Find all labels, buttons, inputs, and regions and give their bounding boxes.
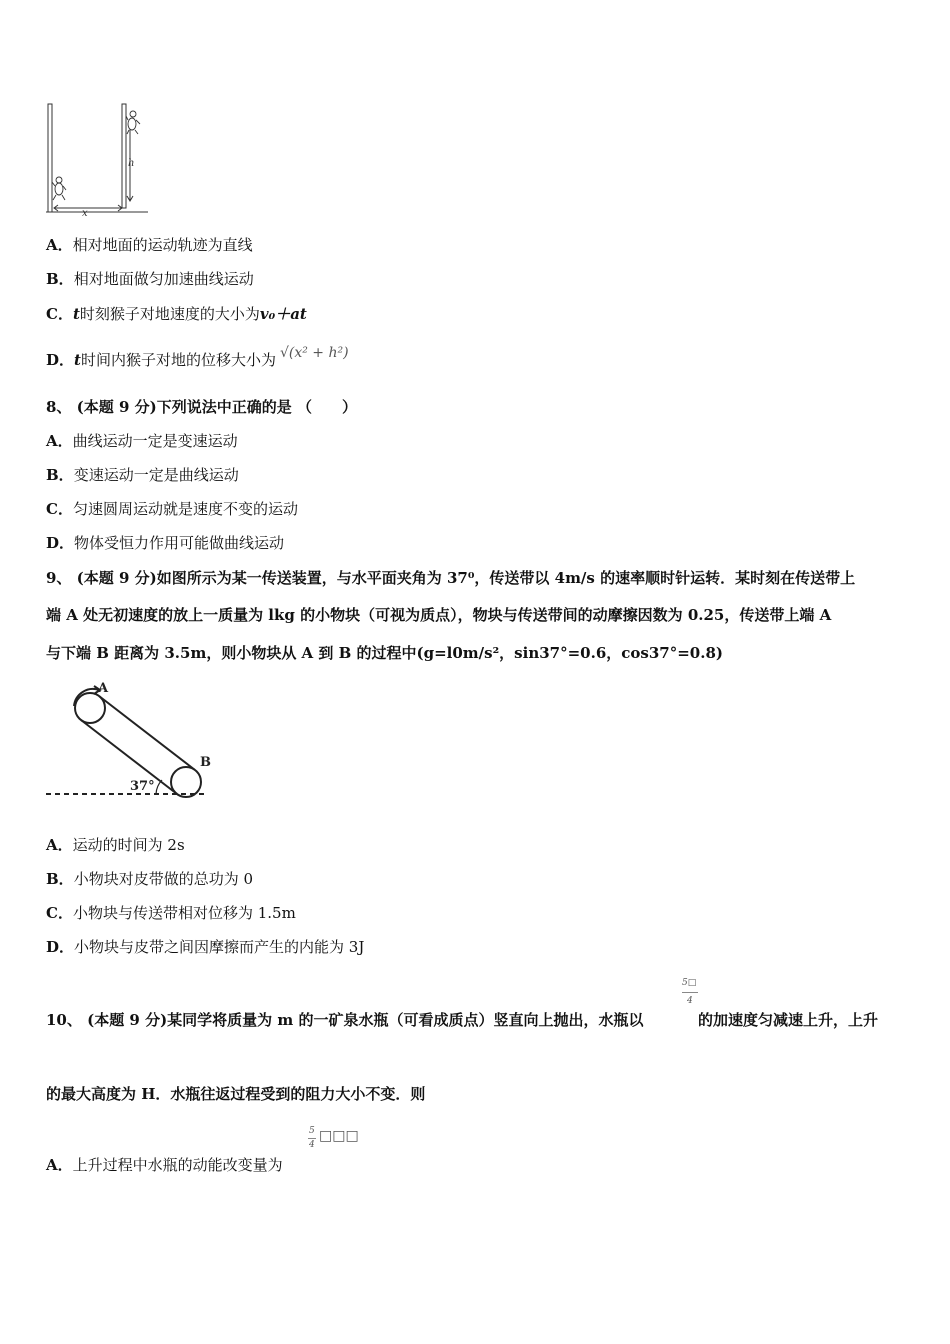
point-a-label: A [98,681,109,696]
q10-fraction-numerator: 5□ [682,978,697,988]
q10-stem-line1: 10、 (本题 9 分)某同学将质量为 m 的一矿泉水瓶（可看成质点）竖直向上抛出，水瓶以 [46,1011,644,1029]
q7-option-b: B．相对地面做匀加速曲线运动 [46,270,254,288]
distance-label: x [82,208,88,219]
q9-option-a: A．运动的时间为 2s [46,836,185,854]
height-label: h [128,158,135,169]
sqrt-formula: √(x² + h²) [279,345,349,361]
q8-option-d: D．物体受恒力作用可能做曲线运动 [46,534,285,552]
monkey-icon [52,177,66,200]
q9-option-c: C．小物块与传送带相对位移为 1.5m [46,904,296,922]
q8-option-b: B．变速运动一定是曲线运动 [46,466,239,484]
angle-label: 37° [130,779,155,794]
q8-stem: 8、 (本题 9 分)下列说法中正确的是 （ ） [46,398,357,416]
right-pole [122,104,126,208]
left-pole [48,104,52,212]
q9-stem-line2: 端 A 处无初速度的放上一质量为 lkg 的小物块（可视为质点），物块与传送带间的动摩擦因数为 0.25，传送带上端 A [46,606,832,624]
q10-opt-a-placeholder: □□□ [319,1128,359,1144]
q10-opt-a-frac-den: 4 [309,1140,315,1150]
conveyor-figure [44,676,219,802]
point-b-label: B [200,755,211,770]
q10-option-a: A．上升过程中水瓶的动能改变量为 [46,1156,283,1174]
q9-stem-line1: 9、 (本题 9 分)如图所示为某一传送装置，与水平面夹角为 37⁰，传送带以 4m/s 的速率顺时针运转．某时刻在传送带上 [46,569,856,587]
monkey-icon [126,111,140,134]
q10-fraction-denominator: 4 [687,996,693,1006]
q9-option-d: D．小物块与皮带之间因摩擦而产生的内能为 3J [46,938,365,956]
q10-opt-a-frac-bar [308,1138,316,1139]
q9-option-b: B．小物块对皮带做的总功为 0 [46,870,254,888]
q7-option-a: A．相对地面的运动轨迹为直线 [46,236,253,254]
q10-stem-line1-tail: 的加速度匀减速上升，上升 [698,1011,879,1029]
q10-fraction-bar [682,992,698,993]
q7-option-c: C．t时刻猴子对地速度的大小为v₀＋at [46,305,307,323]
q10-stem-line2: 的最大高度为 H．水瓶往返过程受到的阻力大小不变．则 [46,1085,426,1103]
q7-option-d: D．t时间内猴子对地的位移大小为 √(x² + h²) [46,345,349,369]
q8-option-a: A．曲线运动一定是变速运动 [46,432,238,450]
q9-stem-line3: 与下端 B 距离为 3.5m，则小物块从 A 到 B 的过程中(g=l0m/s²，sin37°=0.6，cos37°=0.8) [46,644,723,662]
q10-opt-a-frac-num: 5 [309,1126,315,1136]
monkey-pole-figure [44,100,154,220]
q8-option-c: C．匀速圆周运动就是速度不变的运动 [46,500,298,518]
